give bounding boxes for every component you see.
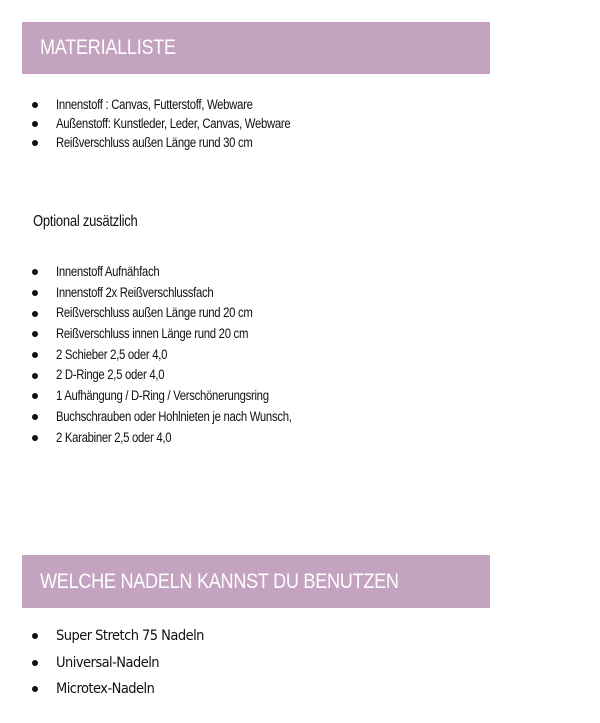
list-item-text: Buchschrauben oder Hohlnieten je nach Wunsch, bbox=[56, 408, 292, 424]
list-item-text: Reißverschluss außen Länge rund 20 cm bbox=[56, 305, 253, 321]
materialliste-banner bbox=[22, 22, 490, 74]
list-item bbox=[32, 114, 335, 133]
bullet-icon bbox=[32, 140, 38, 146]
materials-list bbox=[32, 95, 335, 152]
bullet-icon bbox=[32, 102, 38, 108]
list-item-text: Microtex-Nadeln bbox=[56, 681, 155, 697]
list-item bbox=[32, 386, 336, 407]
list-item-text: Reißverschluss innen Länge rund 20 cm bbox=[56, 326, 249, 342]
bullet-icon bbox=[32, 373, 38, 379]
list-item bbox=[32, 428, 336, 449]
list-item-text: Reißverschluss außen Länge rund 30 cm bbox=[56, 135, 253, 150]
list-item bbox=[32, 133, 335, 152]
needles-title: WELCHE NADELN KANNST DU BENUTZEN bbox=[40, 569, 399, 593]
list-item-text: Super Stretch 75 Nadeln bbox=[56, 628, 204, 644]
bullet-icon bbox=[32, 686, 38, 692]
list-item bbox=[32, 345, 336, 366]
list-item bbox=[32, 324, 336, 345]
list-item-text: 2 Karabiner 2,5 oder 4,0 bbox=[56, 429, 172, 445]
materialliste-title: MATERIALLISTE bbox=[40, 36, 176, 59]
bullet-icon bbox=[32, 311, 38, 317]
bullet-icon bbox=[32, 121, 38, 127]
list-item bbox=[32, 407, 336, 428]
bullet-icon bbox=[32, 269, 38, 275]
list-item-text: Universal-Nadeln bbox=[56, 654, 160, 671]
list-item-text: 1 Aufhängung / D-Ring / Verschönerungsring bbox=[56, 388, 269, 404]
list-item bbox=[32, 650, 220, 677]
bullet-icon bbox=[32, 633, 38, 639]
list-item bbox=[32, 365, 336, 386]
list-item bbox=[32, 623, 220, 650]
bullet-icon bbox=[32, 660, 38, 666]
list-item-text: Innenstoff Aufnähfach bbox=[56, 264, 160, 279]
list-item bbox=[32, 262, 336, 283]
needles-banner bbox=[22, 555, 490, 608]
list-item bbox=[32, 283, 336, 304]
list-item-text: Innenstoff 2x Reißverschlussfach bbox=[56, 284, 214, 300]
list-item-text: 2 Schieber 2,5 oder 4,0 bbox=[56, 346, 168, 362]
bullet-icon bbox=[32, 331, 38, 337]
bullet-icon bbox=[32, 393, 38, 399]
list-item bbox=[32, 95, 335, 114]
optional-heading: Optional zusätzlich bbox=[33, 213, 138, 230]
list-item-text: 2 D-Ringe 2,5 oder 4,0 bbox=[56, 367, 165, 383]
optional-list bbox=[32, 262, 336, 448]
list-item bbox=[32, 676, 220, 703]
needles-list bbox=[32, 623, 220, 703]
list-item-text: Innenstoff : Canvas, Futterstoff, Webware bbox=[56, 97, 253, 112]
list-item bbox=[32, 303, 336, 324]
bullet-icon bbox=[32, 435, 38, 441]
bullet-icon bbox=[32, 414, 38, 420]
bullet-icon bbox=[32, 352, 38, 358]
bullet-icon bbox=[32, 290, 38, 296]
list-item-text: Außenstoff: Kunstleder, Leder, Canvas, Webware bbox=[56, 116, 291, 131]
